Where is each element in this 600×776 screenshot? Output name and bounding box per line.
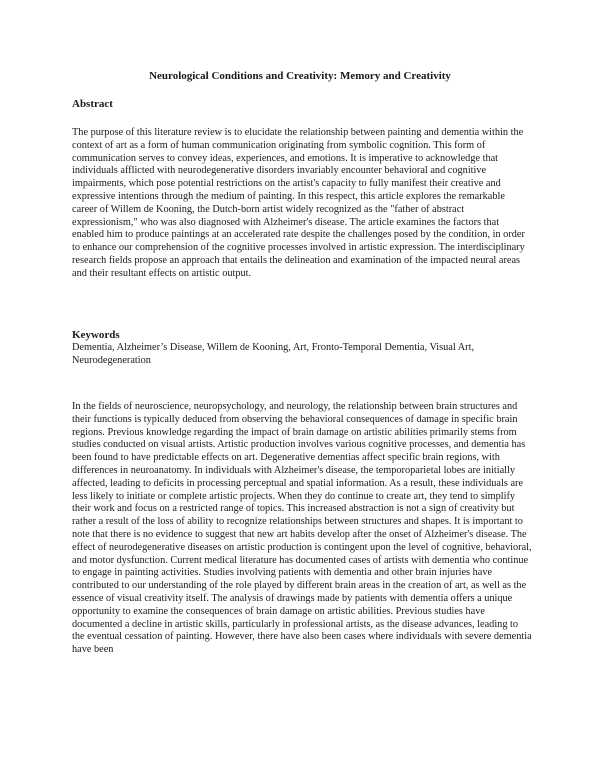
abstract-paragraph: The purpose of this literature review is to elucidate the relationship between painting and dementia within the context of art as a form of human communication originating from symbolic cognition. This form of communication serves to convey ideas, experiences, and emotions. It is imperative to acknowledge that individuals afflicted with neurodegenerative disorders invariably encounter behavioral and cognitive impairments, which pose potential restrictions on the artist's capacity to fully manifest their creative and expressive intentions through the medium of painting. In this respect, this article explores the remarkable career of Willem de Kooning, the Dutch-born artist widely recognized as the "father of abstract expressionism," who was also diagnosed with Alzheimer's disease. The article examines the factors that enabled him to produce paintings at an accelerated rate despite the challenges posed by the condition, in order to enhance our comprehension of the cognitive processes involved in artistic expression. The interdisciplinary research fields propose an approach that entails the delineation and examination of the impacted neural areas and their resultant effects on artistic output. bbox=[72, 127, 525, 279]
paper-title: Neurological Conditions and Creativity: Memory and Creativity bbox=[149, 70, 451, 82]
keywords-list: Dementia, Alzheimer’s Disease, Willem de Kooning, Art, Fronto-Temporal Dementia, Visual Art, Neurodegeneration bbox=[72, 342, 475, 366]
keywords-heading: Keywords bbox=[72, 329, 120, 341]
body-paragraph: In the fields of neuroscience, neuropsychology, and neurology, the relationship between brain structures and their functions is typically deduced from observing the behavioral consequences of damage in specific brain regions. Previous knowledge regarding the impact of brain damage on artistic abilities primarily stems from studies conducted on visual artists. Artistic production involves various cognitive processes, and dementia has been found to have predictable effects on art. Degenerative dementias affect specific brain regions, with differences in neuroanatomy. In individuals with Alzheimer's disease, the temporoparietal lobes are initially affected, leading to deficits in processing perceptual and spatial information. As a result, these individuals are less likely to initiate or complete artistic projects. When they do continue to create art, they tend to simplify their work and focus on a restricted range of topics. This increased abstraction is not a sign of creativity but rather a result of the loss of ability to recognize relationships between structures and shapes. It is important to note that there is no evidence to suggest that new art habits develop after the onset of Alzheimer's disease. The effect of neurodegenerative diseases on artistic production is contingent upon the level of cognitive, behavioral, and motor dysfunction. Current medical literature has documented cases of artists with dementia who continue to engage in painting activities. Studies involving patients with dementia and other brain injuries have contributed to our understanding of the role played by different brain areas in the creation of art, as well as the essence of visual creativity itself. The analysis of drawings made by patients with dementia offers a unique opportunity to examine the consequences of brain damage on artistic abilities. Previous studies have documented a decline in artistic skills, particularly in professional artists, as the disease advances, leading to the eventual cessation of painting. However, there have also been cases where individuals with severe dementia have been bbox=[72, 401, 532, 656]
abstract-heading: Abstract bbox=[72, 98, 113, 110]
